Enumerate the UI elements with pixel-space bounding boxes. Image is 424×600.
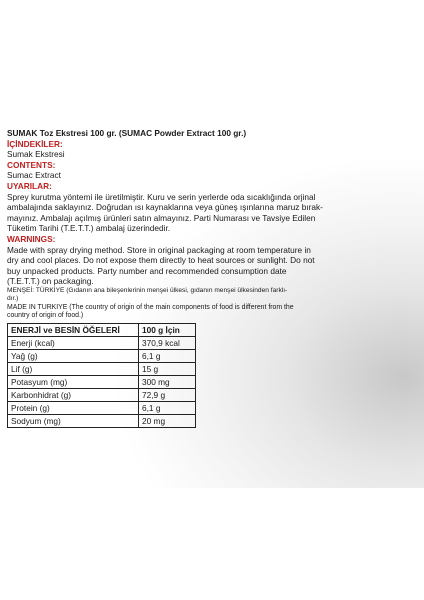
nutrition-row	[8, 349, 196, 362]
uyarilar-line: mayınız. Ambalajı açılmış ürünleri satın almayınız. Parti Numarası ve Tavsiye Edilen	[7, 212, 316, 223]
nutrient-name: Sodyum (mg)	[8, 414, 139, 427]
nutrient-name: Protein (g)	[8, 401, 139, 414]
nutrient-value: 300 mg	[139, 375, 196, 388]
nutrient-name: Potasyum (mg)	[8, 375, 139, 388]
nutrition-row	[8, 401, 196, 414]
made-in-line: country of origin of food.)	[7, 312, 84, 320]
nutrient-name: Lif (g)	[8, 362, 139, 375]
nutrition-row	[8, 362, 196, 375]
nutrition-header-row	[8, 323, 196, 336]
label-content	[7, 128, 419, 428]
nutrient-value: 72,9 g	[139, 388, 196, 401]
nutrient-name: Enerji (kcal)	[8, 336, 139, 349]
nutrition-row	[8, 388, 196, 401]
product-title: SUMAK Toz Ekstresi 100 gr. (SUMAC Powder Extract 100 gr.)	[7, 128, 247, 138]
warnings-line: (T.E.T.T.) on packaging.	[7, 276, 94, 287]
mensei-line: MENŞEİ: TÜRKİYE (Gıdanın ana bileşenlerinin menşei ülkesi, gıdanın menşei ülkesinden farklı-	[7, 286, 288, 294]
nutrient-value: 15 g	[139, 362, 196, 375]
nutrition-header-cell: 100 g İçin	[139, 323, 196, 336]
warnings-line: buy unpacked products. Party number and recommended consumption date	[7, 265, 287, 276]
mensei-line: dır.)	[7, 295, 19, 303]
nutrition-row	[8, 375, 196, 388]
nutrient-name: Karbonhidrat (g)	[8, 388, 139, 401]
uyarilar-heading: UYARILAR:	[7, 180, 52, 191]
uyarilar-line: Tüketim Tarihi (T.E.T.T.) ambalaj üzerindedir.	[7, 223, 171, 234]
warnings-line: dry and cool places. Do not expose them directly to heat sources or sunlight. Do not	[7, 255, 315, 266]
nutrition-header-cell: ENERJİ ve BESİN ÖĞELERİ	[8, 323, 139, 336]
uyarilar-line: Sprey kurutma yöntemi ile üretilmiştir. Kuru ve serin yerlerde oda sıcaklığında orjinal	[7, 191, 316, 202]
nutrition-table	[7, 323, 196, 428]
contents-text: Sumac Extract	[7, 170, 61, 181]
icerikler-heading: İÇİNDEKİLER:	[7, 138, 63, 149]
nutrient-value: 20 mg	[139, 414, 196, 427]
nutrition-row	[8, 414, 196, 427]
nutrient-value: 6,1 g	[139, 401, 196, 414]
nutrient-value: 6,1 g	[139, 349, 196, 362]
nutrient-name: Yağ (g)	[8, 349, 139, 362]
nutrient-value: 370,9 kcal	[139, 336, 196, 349]
uyarilar-line: ambalajında saklayınız. Doğrudan ısı kaynaklarına veya güneş ışınlarına maruz bırak-	[7, 202, 323, 213]
made-in-line: MADE IN TURKIYE (The country of origin of the main components of food is different from the	[7, 303, 294, 311]
nutrition-row	[8, 336, 196, 349]
warnings-line: Made with spray drying method. Store in original packaging at room temperature in	[7, 244, 311, 255]
warnings-heading: WARNINGS:	[7, 233, 56, 244]
contents-heading: CONTENTS:	[7, 159, 56, 170]
icerikler-text: Sumak Ekstresi	[7, 149, 65, 160]
